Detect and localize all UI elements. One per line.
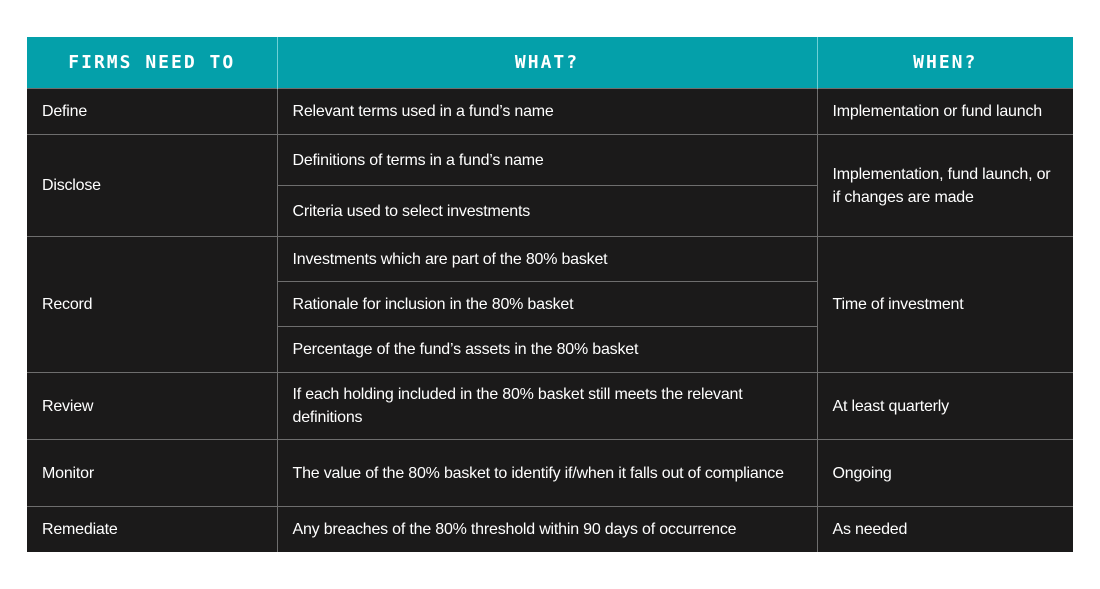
what-cell: Any breaches of the 80% threshold within 90 days of occurrence bbox=[277, 507, 817, 552]
table-row-disclose bbox=[27, 135, 1073, 186]
when-cell: Time of investment bbox=[817, 237, 1073, 373]
table-row-define bbox=[27, 89, 1073, 135]
header-row bbox=[27, 37, 1073, 89]
what-cell: If each holding included in the 80% basket still meets the relevant definitions bbox=[277, 373, 817, 440]
action-review: Review bbox=[27, 373, 277, 440]
what-cell: Criteria used to select investments bbox=[277, 186, 817, 237]
table-row-remediate bbox=[27, 507, 1073, 552]
action-define: Define bbox=[27, 89, 277, 135]
when-cell: Implementation, fund launch, or if changes are made bbox=[817, 135, 1073, 237]
what-cell: Relevant terms used in a fund’s name bbox=[277, 89, 817, 135]
table-row-review bbox=[27, 373, 1073, 440]
when-cell: Ongoing bbox=[817, 440, 1073, 507]
what-cell: Rationale for inclusion in the 80% basket bbox=[277, 282, 817, 327]
what-cell: The value of the 80% basket to identify if/when it falls out of compliance bbox=[277, 440, 817, 507]
firms-requirements-table bbox=[27, 37, 1073, 552]
action-record: Record bbox=[27, 237, 277, 373]
what-cell: Percentage of the fund’s assets in the 80% basket bbox=[277, 327, 817, 373]
action-monitor: Monitor bbox=[27, 440, 277, 507]
header-when: WHEN? bbox=[817, 37, 1073, 89]
action-remediate: Remediate bbox=[27, 507, 277, 552]
what-cell: Investments which are part of the 80% basket bbox=[277, 237, 817, 282]
when-cell: At least quarterly bbox=[817, 373, 1073, 440]
what-cell: Definitions of terms in a fund’s name bbox=[277, 135, 817, 186]
table-row-record bbox=[27, 237, 1073, 282]
header-what: WHAT? bbox=[277, 37, 817, 89]
table-row-monitor bbox=[27, 440, 1073, 507]
header-firms-need-to: FIRMS NEED TO bbox=[27, 37, 277, 89]
action-disclose: Disclose bbox=[27, 135, 277, 237]
when-cell: As needed bbox=[817, 507, 1073, 552]
when-cell: Implementation or fund launch bbox=[817, 89, 1073, 135]
